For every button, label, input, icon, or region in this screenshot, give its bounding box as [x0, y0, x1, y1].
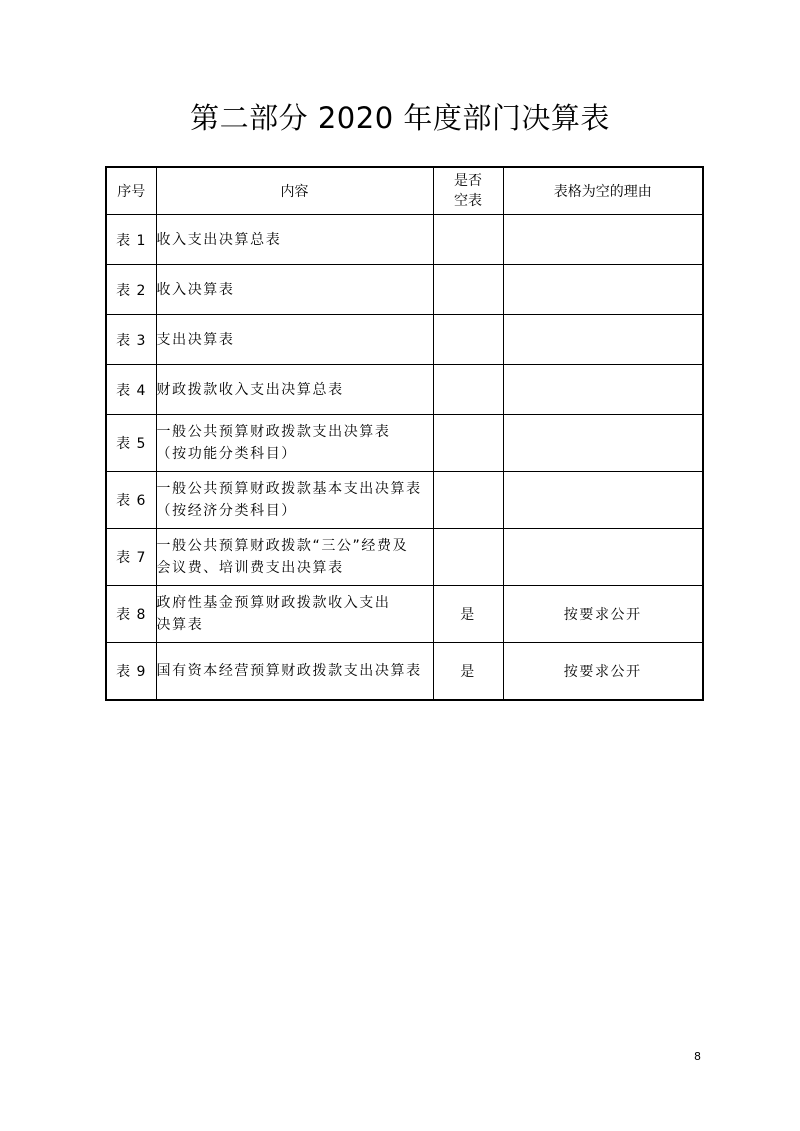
table-row [106, 586, 703, 643]
table-header-row [106, 167, 703, 215]
table-row [106, 643, 703, 701]
row-is-empty [433, 265, 503, 315]
row-is-empty [433, 529, 503, 586]
row-is-empty [433, 315, 503, 365]
table-row [106, 529, 703, 586]
row-content [156, 365, 433, 415]
row-reason [503, 529, 703, 586]
table-row [106, 415, 703, 472]
row-content-line1: 一般公共预算财政拨款基本支出决算表 [156, 481, 422, 497]
header-number: 序号 [106, 167, 156, 215]
row-content [156, 265, 433, 315]
header-is-empty-line2: 空表 [454, 193, 482, 209]
row-content-line2: （按经济分类科目） [156, 503, 297, 519]
table-row [106, 265, 703, 315]
row-number: 表 1 [106, 215, 156, 265]
row-is-empty: 是 [433, 643, 503, 701]
row-content-line1: 收入决算表 [156, 281, 235, 298]
row-content-line2: 会议费、培训费支出决算表 [156, 560, 344, 576]
header-is-empty-line1: 是否 [454, 173, 482, 189]
row-content-line1: 一般公共预算财政拨款支出决算表 [156, 424, 391, 440]
page-number: 8 [694, 1050, 701, 1063]
row-content [156, 586, 433, 643]
row-number: 表 9 [106, 643, 156, 701]
row-reason [503, 265, 703, 315]
row-is-empty [433, 472, 503, 529]
row-number: 表 2 [106, 265, 156, 315]
row-content [156, 315, 433, 365]
row-content-line1: 支出决算表 [156, 331, 235, 348]
row-content [156, 529, 433, 586]
row-number: 表 5 [106, 415, 156, 472]
row-number: 表 7 [106, 529, 156, 586]
table-row [106, 365, 703, 415]
page-title: 第二部分 2020 年度部门决算表 [190, 101, 610, 135]
row-content [156, 215, 433, 265]
header-is-empty [433, 167, 503, 215]
row-content [156, 643, 433, 701]
row-number: 表 3 [106, 315, 156, 365]
row-number: 表 4 [106, 365, 156, 415]
header-reason: 表格为空的理由 [503, 167, 703, 215]
row-number: 表 8 [106, 586, 156, 643]
row-content-line1: 收入支出决算总表 [156, 231, 282, 248]
row-reason: 按要求公开 [503, 586, 703, 643]
row-content [156, 472, 433, 529]
row-reason [503, 415, 703, 472]
row-content-line1: 国有资本经营预算财政拨款支出决算表 [156, 663, 422, 679]
row-content [156, 415, 433, 472]
row-is-empty [433, 365, 503, 415]
row-is-empty [433, 415, 503, 472]
row-content-line1: 一般公共预算财政拨款“三公”经费及 [156, 538, 409, 554]
row-reason: 按要求公开 [503, 643, 703, 701]
row-content-line2: 决算表 [156, 617, 204, 633]
row-is-empty [433, 215, 503, 265]
row-reason [503, 315, 703, 365]
row-reason [503, 472, 703, 529]
table-row [106, 315, 703, 365]
header-content: 内容 [156, 167, 433, 215]
row-reason [503, 215, 703, 265]
row-is-empty: 是 [433, 586, 503, 643]
row-content-line1: 财政拨款收入支出决算总表 [156, 381, 344, 398]
table-row [106, 472, 703, 529]
row-content-line2: （按功能分类科目） [156, 446, 297, 462]
row-reason [503, 365, 703, 415]
report-table [105, 166, 704, 701]
table-row [106, 215, 703, 265]
row-number: 表 6 [106, 472, 156, 529]
row-content-line1: 政府性基金预算财政拨款收入支出 [156, 595, 391, 611]
